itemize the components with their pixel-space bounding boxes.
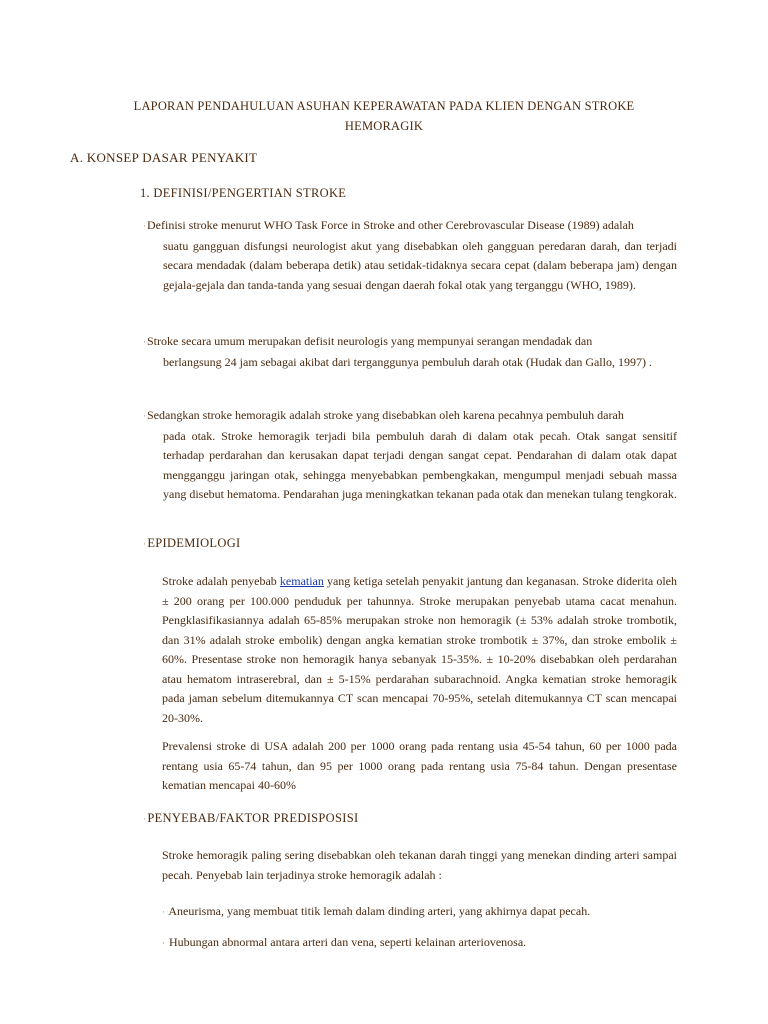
- definition-paragraph-general: [143, 332, 677, 372]
- section-heading-a: A. KONSEP DASAR PENYAKIT: [70, 150, 258, 165]
- penyebab-heading-text: PENYEBAB/FAKTOR PREDISPOSISI: [147, 811, 359, 825]
- list-item: [162, 933, 682, 953]
- definition-paragraph-who: [143, 216, 677, 295]
- definition-paragraph-hemorrhagic: [143, 406, 677, 505]
- title-line-1: LAPORAN PENDAHULUAN ASUHAN KEPERAWATAN PADA KLIEN DENGAN STROKE: [133, 99, 635, 113]
- paragraph-continuation: suatu gangguan disfungsi neurologist akut yang disebabkan oleh gangguan peredaran darah, dan terjadi secara mendadak (dalam beberapa detik) atau setidak-tidaknya secara cepat (dalam beberapa jam) dengan gejala-gejala dan tanda-tanda yang sesuai dengan daerah fokal otak yang terganggu (WHO, 1989).: [163, 238, 677, 292]
- paragraph-first-line: Sedangkan stroke hemoragik adalah stroke yang disebabkan oleh karena pecahnya pembuluh darah: [147, 408, 624, 422]
- bullet-icon: ·: [143, 539, 147, 549]
- epidemiologi-heading: [143, 536, 240, 551]
- penyebab-heading: [143, 811, 358, 826]
- bullet-icon: ·: [143, 221, 146, 231]
- document-title: [100, 96, 668, 136]
- paragraph-continuation: berlangsung 24 jam sebagai akibat dari terganggunya pembuluh darah otak (Hudak dan Gallo, 1997) .: [163, 354, 652, 369]
- paragraph-first-line: Definisi stroke menurut WHO Task Force in Stroke and other Cerebrovascular Disease (1989) adalah: [147, 218, 634, 232]
- epidemiologi-paragraph-2: Prevalensi stroke di USA adalah 200 per 1000 orang pada rentang usia 45-54 tahun, 60 per 1000 pada rentang usia 65-74 tahun, dan 95 per 1000 orang pada rentang usia 75-84 tahun. Dengan presentase kematian mencapai 40-60%: [162, 739, 677, 792]
- epidemiologi-paragraph-1: [162, 572, 677, 728]
- list-item-text: Aneurisma, yang membuat titik lemah dalam dinding arteri, yang akhirnya dapat pecah.: [168, 904, 591, 918]
- paragraph-continuation: pada otak. Stroke hemoragik terjadi bila pembuluh darah di dalam otak pecah. Otak sangat sensitif terhadap perdarahan dan kerusakan dapat terjadi dengan sangat cepat. Pendarahan di dalam otak dapat mengganggu jaringan otak, sehingga menyebabkan pembengkakan, mengumpul menjadi sebuah massa yang disebut hematoma. Pendarahan juga meningkatkan tekanan pada otak dan menekan tulang tengkorak.: [163, 428, 677, 501]
- penyebab-paragraph: Stroke hemoragik paling sering disebabkan oleh tekanan darah tinggi yang menekan dinding arteri sampai pecah. Penyebab lain terjadinya stroke hemoragik adalah :: [162, 848, 677, 882]
- bullet-icon: ·: [162, 938, 165, 948]
- bullet-icon: ·: [143, 814, 147, 824]
- epi-text-after-link: yang ketiga setelah penyakit jantung dan keganasan. Stroke diderita oleh ± 200 orang per 100.000 penduduk per tahunnya. Stroke merupakan penyebab utama cacat menahun. Pengklasifikasiannya adalah 65-85% merupakan stroke non hemoragik (± 53% adalah stroke trombotik, dan 31% adalah stroke embolik) dengan angka kematian stroke trombotik ± 37%, dan stroke embolik ± 60%. Presentase stroke non hemoragik hanya sebanyak 15-35%. ± 10-20% disebabkan oleh perdarahan atau hematom intraserebral, dan ± 5-15% perdarahan subarachnoid. Angka kematian stroke hemoragik pada jaman sebelum ditemukannya CT scan mencapai 70-95%, setelah ditemukannya CT scan mencapai 20-30%.: [162, 574, 678, 725]
- bullet-icon: ·: [162, 907, 165, 917]
- list-item-text: Hubungan abnormal antara arteri dan vena, seperti kelainan arteriovenosa.: [169, 935, 527, 949]
- kematian-link[interactable]: kematian: [279, 574, 324, 588]
- title-line-2: HEMORAGIK: [344, 119, 424, 133]
- bullet-icon: ·: [143, 411, 146, 421]
- epi-text-before-link: Stroke adalah penyebab: [162, 574, 280, 588]
- list-item: [162, 902, 682, 922]
- epidemiologi-heading-text: EPIDEMIOLOGI: [147, 536, 241, 550]
- bullet-icon: ·: [143, 337, 146, 347]
- paragraph-first-line: Stroke secara umum merupakan defisit neurologis yang mempunyai serangan mendadak dan: [147, 334, 593, 348]
- subsection-heading-definisi: 1. DEFINISI/PENGERTIAN STROKE: [140, 186, 347, 200]
